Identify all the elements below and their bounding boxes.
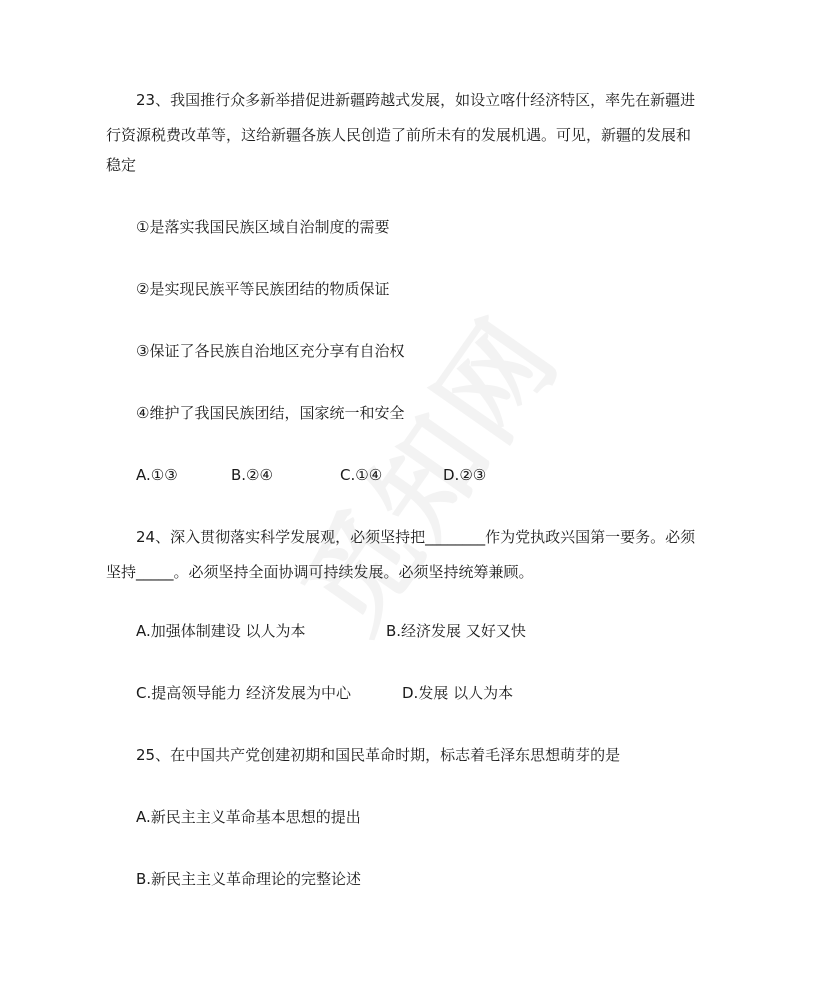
q25-choice-a: A.新民主主义革命基本思想的提出 [136, 808, 361, 826]
q24-choice-b: B.经济发展 又好又快 [386, 622, 526, 640]
q23-statement-2: ②是实现民族平等民族团结的物质保证 [136, 280, 390, 298]
q23-choice-d: D.②③ [443, 466, 487, 484]
q23-choice-a: A.①③ [136, 466, 178, 484]
q23-choice-b: B.②④ [231, 466, 273, 484]
q24-stem-line-1: 24、深入贯彻落实科学发展观，必须坚持把________作为党执政兴国第一要务。必须 [136, 528, 696, 546]
q23-statement-4: ④维护了我国民族团结，国家统一和安全 [136, 404, 405, 422]
q23-stem-line-1: 23、我国推行众多新举措促进新疆跨越式发展，如设立喀什经济特区，率先在新疆进 [136, 91, 696, 109]
q23-stem-line-2: 行资源税费改革等，这给新疆各族人民创造了前所未有的发展机遇。可见，新疆的发展和 [106, 126, 692, 144]
q23-stem-line-3: 稳定 [106, 156, 137, 174]
q23-statement-1: ①是落实我国民族区域自治制度的需要 [136, 218, 390, 236]
q23-choice-c: C.①④ [340, 466, 383, 484]
q24-choice-d: D.发展 以人为本 [402, 684, 514, 702]
watermark [259, 281, 588, 657]
q23-statement-3: ③保证了各民族自治地区充分享有自治权 [136, 342, 405, 360]
q25-stem-line-1: 25、在中国共产党创建初期和国民革命时期，标志着毛泽东思想萌芽的是 [136, 746, 621, 764]
q24-stem-line-2: 坚持_____。必须坚持全面协调可持续发展。必须坚持统筹兼顾。 [106, 563, 534, 581]
q25-choice-b: B.新民主主义革命理论的完整论述 [136, 870, 362, 888]
q24-choice-c: C.提高领导能力 经济发展为中心 [136, 684, 352, 702]
q24-choice-a: A.加强体制建设 以人为本 [136, 622, 306, 640]
